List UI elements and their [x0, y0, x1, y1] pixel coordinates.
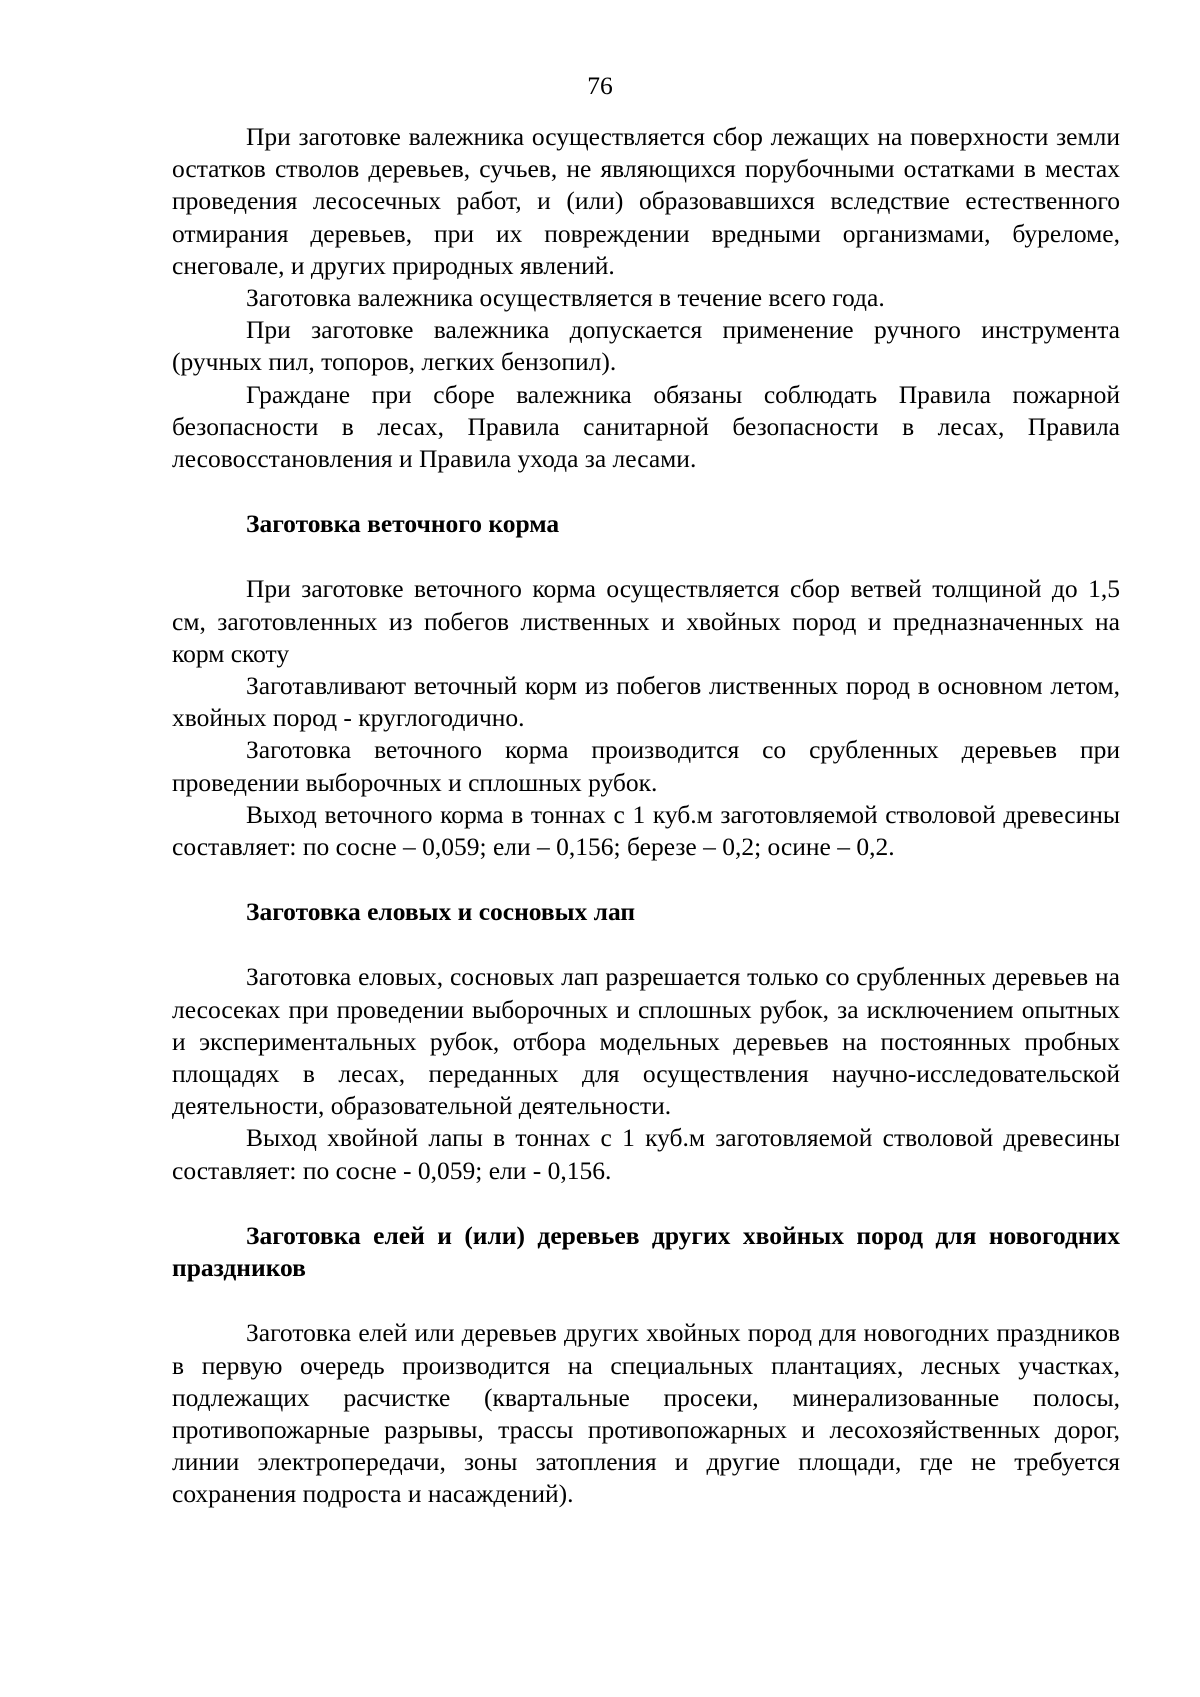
paragraph: Заготовка валежника осуществляется в течение всего года. — [246, 283, 885, 313]
section-heading: Заготовка елей и (или) деревьев других хвойных пород для новогодних праздников — [172, 1220, 1120, 1283]
page-number: 76 — [587, 71, 613, 100]
section-twig-fodder — [172, 508, 1120, 863]
section-conifer-branches — [172, 896, 1120, 1187]
section-heading: Заготовка веточного корма — [246, 509, 560, 539]
page-content — [172, 121, 1120, 1511]
paragraph: Заготовка елей или деревьев других хвойных пород для новогодних праздников в первую очередь производится на специальных плантациях, лесных участках, подлежащих расчистке (квартальные просеки, минерализованные полосы, противопожарные разрывы, трассы противопожарных и лесохозяйственных дорог, линии электропередачи, зоны затопления и другие площади, где не требуется сохранения подроста и насаждений). — [172, 1318, 1120, 1509]
section-deadwood — [172, 121, 1120, 475]
section-new-year-trees — [172, 1220, 1120, 1511]
paragraph: Выход веточного корма в тоннах с 1 куб.м заготовляемой стволовой древесины составляет: по сосне – 0,059; ели – 0,156; березе – 0,2; осине – 0,2. — [172, 799, 1120, 862]
paragraph: Заготавливают веточный корм из побегов лиственных пород в основном летом, хвойных пород - круглогодично. — [172, 671, 1120, 733]
paragraph: При заготовке веточного корма осуществляется сбор ветвей толщиной до 1,5 см, заготовленных из побегов лиственных и хвойных пород и предназначенных на корм скоту — [172, 574, 1120, 668]
paragraph: При заготовке валежника осуществляется сбор лежащих на поверхности земли остатков стволов деревьев, сучьев, не являющихся порубочными остатками в местах проведения лесосечных работ, и (или) образовавшихся вследствие естественного отмирания деревьев, при их повреждении вредными организмами, буреломе, снеговале, и других природных явлений. — [172, 122, 1120, 280]
paragraph: При заготовке валежника допускается применение ручного инструмента (ручных пил, топоров, легких бензопил). — [172, 315, 1120, 377]
paragraph: Граждане при сборе валежника обязаны соблюдать Правила пожарной безопасности в лесах, Правила санитарной безопасности в лесах, Правила лесовосстановления и Правила ухода за лесами. — [172, 379, 1120, 474]
paragraph: Выход хвойной лапы в тоннах с 1 куб.м заготовляемой стволовой древесины составляет: по сосне - 0,059; ели - 0,156. — [172, 1123, 1120, 1185]
section-heading: Заготовка еловых и сосновых лап — [246, 897, 636, 927]
paragraph: Заготовка веточного корма производится со срубленных деревьев при проведении выборочных и сплошных рубок. — [172, 735, 1120, 797]
paragraph: Заготовка еловых, сосновых лап разрешается только со срубленных деревьев на лесосеках при проведении выборочных и сплошных рубок, за исключением опытных и экспериментальных рубок, отбора модельных деревьев на постоянных пробных площадях в лесах, переданных для осуществления научно-исследовательской деятельности, образовательной деятельности. — [172, 962, 1120, 1121]
